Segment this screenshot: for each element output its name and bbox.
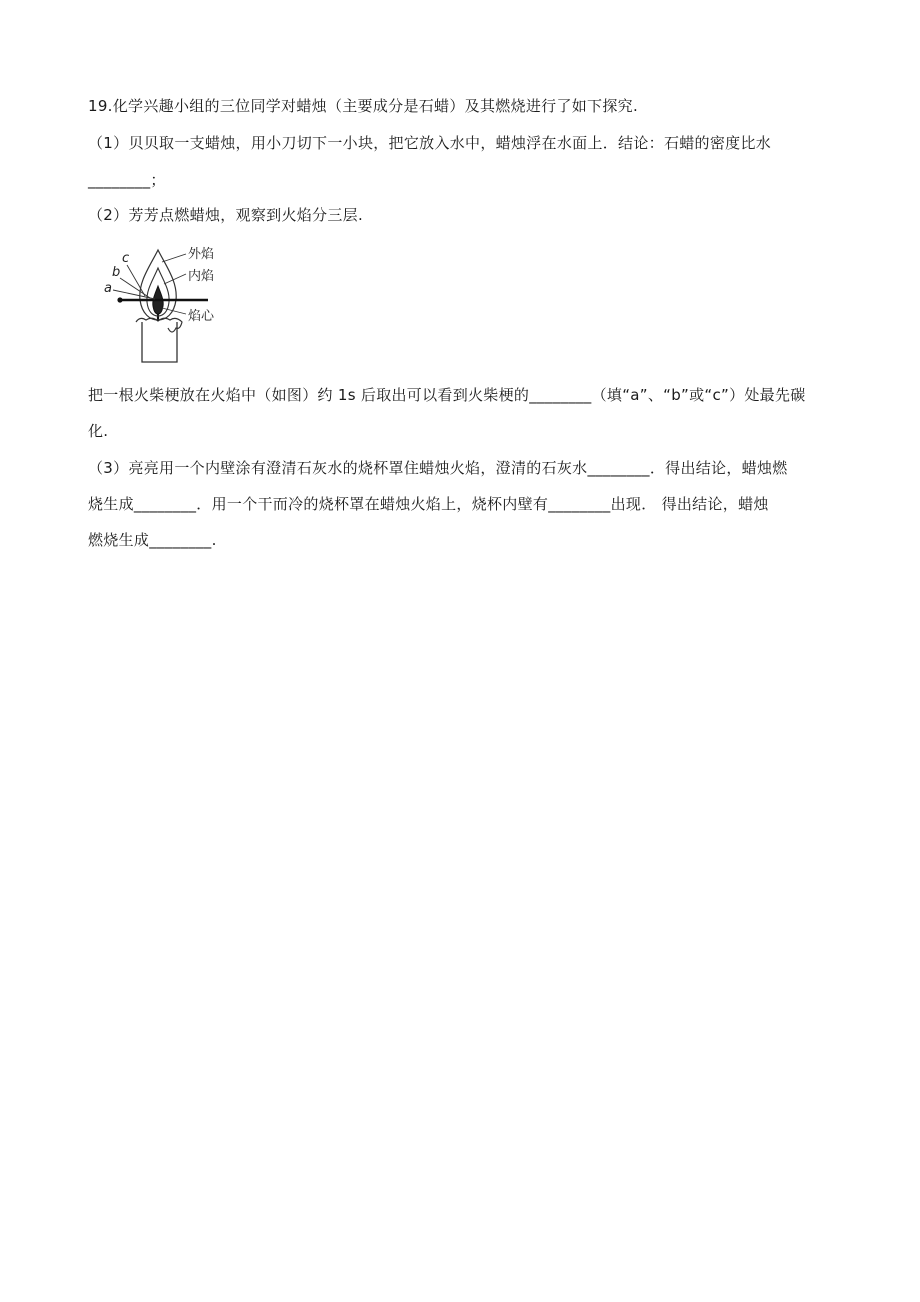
question-title: 19.化学兴趣小组的三位同学对蜡烛（主要成分是石蜡）及其燃烧进行了如下探究. [88, 97, 639, 115]
pointer-line-inner [164, 274, 186, 284]
label-flame-core: 焰心 [188, 309, 215, 324]
part-3-text-end: 燃烧生成________. [88, 531, 217, 549]
part-3-text-cont: 烧生成________．用一个干而冷的烧杯罩在蜡烛火焰上，烧杯内壁有________出现． 得出结论，蜡烛 [88, 495, 769, 513]
part-1-answer-blank: ________； [88, 171, 166, 189]
candle-flame-diagram [100, 238, 230, 368]
part-3-text: （3）亮亮用一个内壁涂有澄清石灰水的烧杯罩住蜡烛火焰，澄清的石灰水________．得出结论，蜡烛燃 [88, 459, 788, 477]
part-2-question: 把一根火柴梗放在火焰中（如图）约 1s 后取出可以看到火柴梗的________（填“a”、“b”或“c”）处最先碳 [88, 386, 806, 404]
part-2-question-end: 化. [88, 422, 109, 440]
flame-letter-b: b [112, 265, 121, 280]
candle-flame-figure [100, 238, 230, 368]
label-outer-flame: 外焰 [188, 247, 215, 262]
label-inner-flame: 内焰 [188, 269, 215, 284]
candle-body [142, 322, 177, 362]
pointer-line-outer [162, 254, 186, 262]
part-2-text: （2）芳芳点燃蜡烛，观察到火焰分三层. [88, 206, 364, 224]
matchstick-head [117, 297, 122, 302]
flame-letter-c: c [122, 251, 130, 266]
flame-letter-a: a [104, 281, 112, 296]
part-1-text: （1）贝贝取一支蜡烛，用小刀切下一小块，把它放入水中，蜡烛浮在水面上．结论：石蜡的密度比水 [88, 134, 772, 152]
